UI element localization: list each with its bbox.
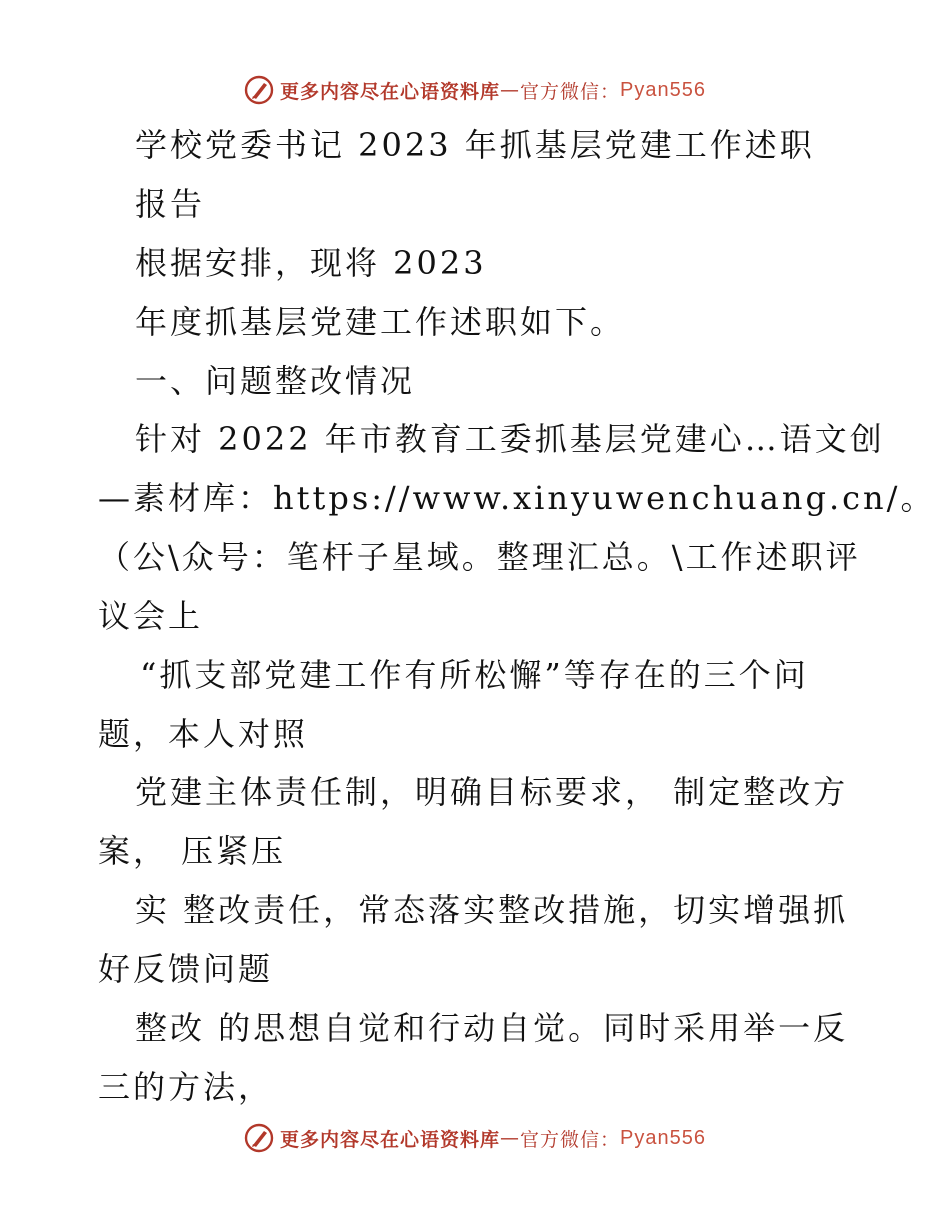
banner-wechat-id: Pyan556 (620, 78, 706, 101)
pen-logo-icon (244, 75, 274, 105)
paragraph-line: 题，本人对照 (98, 715, 309, 753)
banner-wechat-label: 官方微信： (520, 80, 621, 103)
paragraph-line: 好反馈问题 (98, 950, 274, 988)
paragraph-line: 议会上 (98, 597, 204, 635)
title-line-2: 报告 (135, 185, 206, 223)
banner-dash: — (500, 79, 521, 101)
paragraph-line: 针对 2022 年市教育工委抓基层党建心…语文创 (135, 420, 885, 458)
banner-main-text: 更多内容尽在心语资料库 (280, 80, 501, 103)
paragraph-line: 案， 压紧压 (98, 832, 287, 870)
paragraph-line: （公\众号：笔杆子星域。整理汇总。\工作述职评 (98, 538, 861, 576)
paragraph-line: —素材库：https://www.xinyuwenchuang.cn/。 (98, 479, 936, 517)
banner-dash: — (500, 1127, 521, 1149)
header-banner (0, 70, 950, 110)
paragraph-line: 实 整改责任，常态落实整改措施，切实增强抓 (135, 891, 849, 929)
banner-wechat-label: 官方微信： (520, 1128, 621, 1151)
paragraph-line: 整改 的思想自觉和行动自觉。同时采用举一反 (135, 1009, 849, 1047)
section-heading: 一、问题整改情况 (135, 362, 416, 400)
banner-wechat-id: Pyan556 (620, 1126, 706, 1149)
paragraph-line: 三的方法， (98, 1068, 274, 1106)
title-line-1: 学校党委书记 2023 年抓基层党建工作述职 (135, 126, 815, 164)
paragraph-line: 根据安排，现将 2023 (135, 244, 487, 282)
pen-logo-icon (244, 1123, 274, 1153)
banner-main-text: 更多内容尽在心语资料库 (280, 1128, 501, 1151)
paragraph-line: 年度抓基层党建工作述职如下。 (135, 303, 626, 341)
footer-banner (0, 1118, 950, 1158)
paragraph-line: 党建主体责任制，明确目标要求， 制定整改方 (135, 773, 849, 811)
paragraph-line: “抓支部党建工作有所松懈”等存在的三个问 (140, 656, 809, 694)
